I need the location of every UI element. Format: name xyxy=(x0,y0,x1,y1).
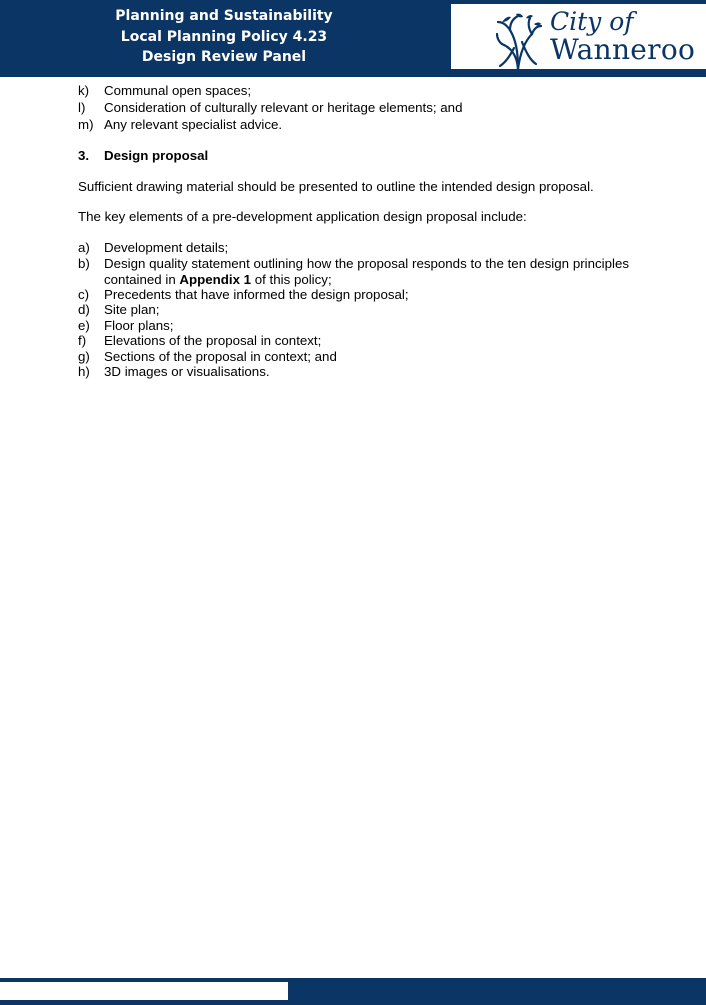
list-item-label: m) xyxy=(78,117,94,132)
list-item-label: b) xyxy=(78,256,90,271)
header-band xyxy=(0,0,706,77)
logo-text-city-of: City of xyxy=(550,7,634,36)
list-item-text: Development details; xyxy=(104,240,229,255)
list-item-label: l) xyxy=(78,100,86,115)
list-item-text: Any relevant specialist advice. xyxy=(104,117,283,132)
list-item-label: f) xyxy=(78,333,87,348)
list-item-label: k) xyxy=(78,83,90,98)
list-item-text-part: Design quality statement outlining how the proposal responds to the ten design principles contained in xyxy=(104,256,629,287)
logo-text-wanneroo: Wanneroo xyxy=(550,33,696,66)
title-line-3: Design Review Panel xyxy=(141,49,307,65)
paragraph: Sufficient drawing material should be presented to outline the intended design proposal. xyxy=(78,179,594,194)
city-logo xyxy=(451,4,706,69)
list-item-text: 3D images or visualisations. xyxy=(104,364,270,379)
paragraph: The key elements of a pre-development application design proposal include: xyxy=(78,209,527,224)
section-title: Design proposal xyxy=(104,148,209,163)
document-title xyxy=(0,6,448,68)
title-line-1: Planning and Sustainability xyxy=(115,8,333,24)
list-item-text: Floor plans; xyxy=(104,318,174,333)
list-item-text: Site plan; xyxy=(104,302,160,317)
list-item-label: h) xyxy=(78,364,90,379)
kangaroo-paw-icon xyxy=(496,12,542,70)
list-item-text-part: of this policy; xyxy=(251,271,332,287)
list-item-label: g) xyxy=(78,349,90,364)
list-item-text: Consideration of culturally relevant or heritage elements; and xyxy=(104,100,463,115)
list-item-label: a) xyxy=(78,240,90,255)
list-item-label: e) xyxy=(78,318,90,333)
appendix-reference: Appendix 1 xyxy=(179,271,252,287)
list-item-text: Precedents that have informed the design proposal; xyxy=(104,287,409,302)
list-item-text: Elevations of the proposal in context; xyxy=(104,333,322,348)
list-item-label: d) xyxy=(78,302,90,317)
title-line-2: Local Planning Policy 4.23 xyxy=(120,28,328,45)
list-item-text: Communal open spaces; xyxy=(104,83,252,98)
section-number: 3. xyxy=(78,148,90,163)
list-item-label: c) xyxy=(78,287,90,302)
footer-label-area xyxy=(0,982,288,1000)
list-item-text: Sections of the proposal in context; and xyxy=(104,349,337,364)
list-item-text xyxy=(104,256,629,287)
